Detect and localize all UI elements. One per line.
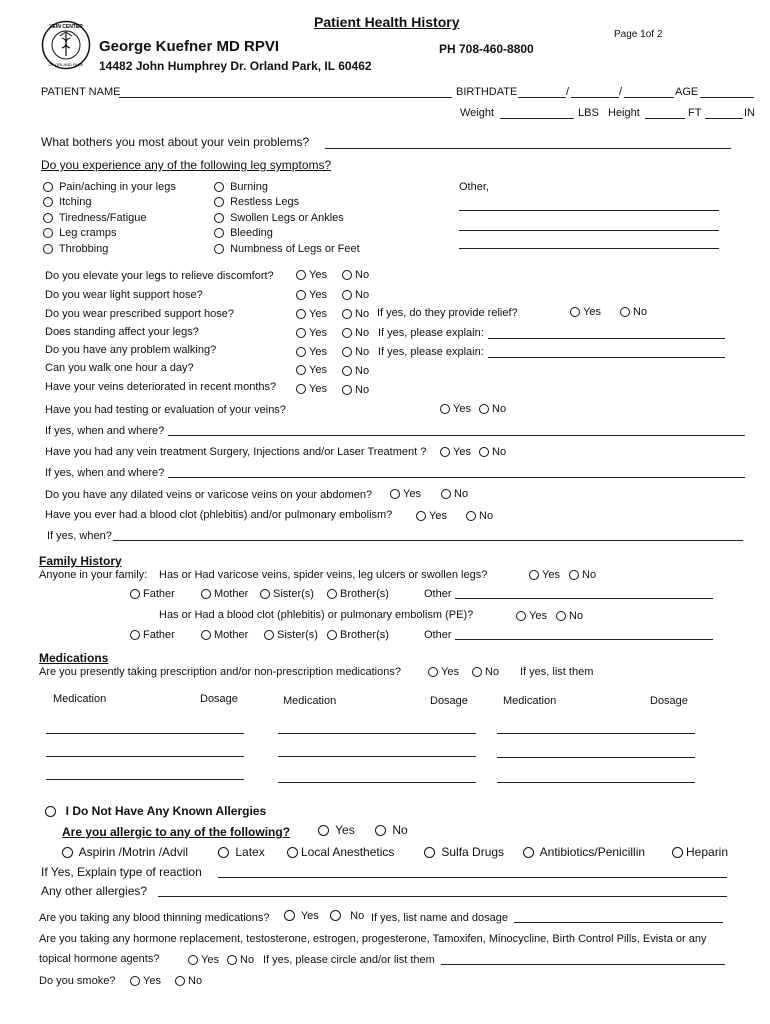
option-label: Itching xyxy=(59,196,92,208)
medication-field[interactable] xyxy=(278,756,476,757)
reaction-label: If Yes, Explain type of reaction xyxy=(41,865,202,879)
thinning-question: Are you taking any blood thinning medications? xyxy=(39,912,270,924)
radio-circle[interactable] xyxy=(43,244,53,254)
family-other-label: Other xyxy=(424,629,452,641)
option-label: Latex xyxy=(235,845,265,859)
weight-field[interactable] xyxy=(500,118,574,119)
option-label: Heparin xyxy=(686,845,729,859)
symptoms-other-field[interactable] xyxy=(459,230,719,231)
radio-circle[interactable] xyxy=(620,307,630,317)
radio-circle[interactable] xyxy=(472,667,482,677)
radio-circle[interactable] xyxy=(375,825,386,836)
relief-followup: If yes, do they provide relief? xyxy=(377,307,518,319)
standing-explain-label: If yes, please explain: xyxy=(378,327,484,339)
radio-circle[interactable] xyxy=(342,328,352,338)
walking-explain-label: If yes, please explain: xyxy=(378,346,484,358)
radio-circle[interactable] xyxy=(175,976,185,986)
symptom-option[interactable] xyxy=(214,227,273,239)
option-label: Yes xyxy=(309,346,327,358)
radio-circle[interactable] xyxy=(45,806,56,817)
hormone-followup-field[interactable] xyxy=(441,964,725,965)
radio-circle[interactable] xyxy=(296,309,306,319)
option-label: Mother xyxy=(214,588,249,600)
medication-field[interactable] xyxy=(497,733,695,734)
family-other-label: Other xyxy=(424,588,452,600)
dosage-column-header: Dosage xyxy=(200,693,238,705)
height-in-field[interactable] xyxy=(705,118,743,119)
symptom-option[interactable] xyxy=(43,243,108,255)
clot-when-label: If yes, when? xyxy=(47,530,112,542)
birthdate-label: BIRTHDATE xyxy=(456,86,518,98)
yes-option[interactable] xyxy=(284,910,319,922)
doctor-name: George Kuefner MD RPVI xyxy=(99,38,280,55)
option-label: Throbbing xyxy=(58,243,109,255)
brothers-option[interactable] xyxy=(327,588,389,600)
option-label: Tiredness/Fatigue xyxy=(58,212,147,224)
radio-circle[interactable] xyxy=(440,404,450,414)
radio-circle[interactable] xyxy=(342,290,352,300)
option-label: Yes xyxy=(309,327,327,339)
allergy-option-antibiotics[interactable] xyxy=(523,845,645,859)
form-title: Patient Health History xyxy=(314,14,460,30)
mother-option[interactable] xyxy=(201,588,248,600)
yes-option[interactable] xyxy=(428,666,459,678)
treatment-when-field[interactable] xyxy=(168,477,745,478)
no-option[interactable] xyxy=(342,289,369,301)
phone-number: PH 708-460-8800 xyxy=(439,42,534,56)
no-option[interactable] xyxy=(342,384,369,396)
radio-circle[interactable] xyxy=(327,589,337,599)
option-label: No xyxy=(582,569,597,581)
radio-circle[interactable] xyxy=(201,630,211,640)
yes-option[interactable] xyxy=(296,308,327,320)
radio-circle[interactable] xyxy=(43,182,53,192)
radio-circle[interactable] xyxy=(130,630,140,640)
yes-option[interactable] xyxy=(390,488,421,500)
medication-column-header: Medication xyxy=(283,695,337,707)
radio-circle[interactable] xyxy=(43,197,53,207)
radio-circle[interactable] xyxy=(327,630,337,640)
option-label: Yes xyxy=(309,383,327,395)
medications-question: Are you presently taking prescription and/or non-prescription medications? xyxy=(39,666,401,678)
no-option[interactable] xyxy=(342,308,369,320)
radio-circle[interactable] xyxy=(569,570,579,580)
radio-circle[interactable] xyxy=(416,511,426,521)
option-label: Leg cramps xyxy=(59,227,117,239)
no-option[interactable] xyxy=(569,569,596,581)
medication-column-header: Medication xyxy=(53,693,107,705)
option-label: No xyxy=(355,384,370,396)
radio-circle[interactable] xyxy=(296,328,306,338)
father-option[interactable] xyxy=(130,629,175,641)
radio-circle[interactable] xyxy=(130,589,140,599)
family-question-varicose: Has or Had varicose veins, spider veins, leg ulcers or swollen legs? xyxy=(159,569,488,581)
radio-circle[interactable] xyxy=(570,307,580,317)
option-label: Yes xyxy=(143,975,161,987)
allergy-question: Are you allergic to any of the following? xyxy=(62,825,291,839)
medication-field[interactable] xyxy=(46,733,244,734)
radio-circle[interactable] xyxy=(296,290,306,300)
option-label: No xyxy=(569,610,584,622)
option-label: Sulfa Drugs xyxy=(441,845,505,859)
treatment-when-label: If yes, when and where? xyxy=(45,467,165,479)
lbs-label: LBS xyxy=(578,107,599,119)
radio-circle[interactable] xyxy=(342,270,352,280)
question-standing: Does standing affect your legs? xyxy=(45,326,199,338)
no-option[interactable] xyxy=(620,306,647,318)
family-other-field[interactable] xyxy=(455,639,713,640)
yes-option[interactable] xyxy=(529,569,560,581)
yes-option[interactable] xyxy=(296,364,327,376)
option-label: Yes xyxy=(453,446,471,458)
no-option[interactable] xyxy=(479,403,506,415)
question-deteriorated: Have your veins deteriorated in recent months? xyxy=(45,381,277,393)
no-option[interactable] xyxy=(342,269,369,281)
radio-circle[interactable] xyxy=(390,489,400,499)
option-label: Yes xyxy=(309,269,327,281)
radio-circle[interactable] xyxy=(201,589,211,599)
option-label: Father xyxy=(143,588,175,600)
thinning-followup-label: If yes, list name and dosage xyxy=(371,912,508,924)
birth-day-field[interactable] xyxy=(571,97,619,98)
radio-circle[interactable] xyxy=(130,976,140,986)
question-testing: Have you had testing or evaluation of your veins? xyxy=(45,404,286,416)
allergy-option-aspirin[interactable] xyxy=(62,845,188,859)
option-label: No xyxy=(485,666,500,678)
radio-circle[interactable] xyxy=(214,197,224,207)
allergy-option-latex[interactable] xyxy=(218,845,265,859)
radio-circle[interactable] xyxy=(330,910,341,921)
height-ft-field[interactable] xyxy=(645,118,685,119)
option-label: Yes xyxy=(429,510,447,522)
symptom-option[interactable] xyxy=(43,181,176,193)
option-label: Yes xyxy=(529,610,547,622)
radio-circle[interactable] xyxy=(440,447,450,457)
symptoms-other-field[interactable] xyxy=(459,210,719,211)
allergy-option-anesthetics[interactable] xyxy=(287,845,394,859)
family-other-field[interactable] xyxy=(455,598,713,599)
testing-when-field[interactable] xyxy=(168,435,745,436)
radio-circle[interactable] xyxy=(296,270,306,280)
option-label: No xyxy=(492,446,507,458)
symptom-option[interactable] xyxy=(43,196,91,208)
option-label: Yes xyxy=(201,954,219,966)
symptom-option[interactable] xyxy=(43,212,147,224)
walking-explain-field[interactable] xyxy=(488,357,725,358)
no-option[interactable] xyxy=(556,610,583,622)
birth-month-field[interactable] xyxy=(518,97,566,98)
no-option[interactable] xyxy=(375,823,408,837)
radio-circle[interactable] xyxy=(318,825,329,836)
sisters-option[interactable] xyxy=(264,629,318,641)
question-elevate: Do you elevate your legs to relieve discomfort? xyxy=(45,270,274,282)
option-label: Yes xyxy=(309,364,327,376)
allergy-option-heparin[interactable] xyxy=(672,845,728,859)
option-label: Yes xyxy=(403,488,421,500)
no-option[interactable] xyxy=(479,446,506,458)
father-option[interactable] xyxy=(130,588,175,600)
hormone-question-cont: topical hormone agents? xyxy=(39,953,160,965)
question-blood-clot: Have you ever had a blood clot (phlebitis) and/or pulmonary embolism? xyxy=(45,509,393,521)
option-label: Yes xyxy=(542,569,560,581)
clot-when-field[interactable] xyxy=(113,540,743,541)
radio-circle[interactable] xyxy=(466,511,476,521)
birth-year-field[interactable] xyxy=(624,97,674,98)
option-label: Sister(s) xyxy=(277,629,318,641)
radio-circle[interactable] xyxy=(424,847,435,858)
radio-circle[interactable] xyxy=(62,847,73,858)
radio-circle[interactable] xyxy=(214,244,224,254)
option-label: Yes xyxy=(453,403,471,415)
question-walk-hour: Can you walk one hour a day? xyxy=(45,362,194,374)
no-option[interactable] xyxy=(472,666,499,678)
standing-explain-field[interactable] xyxy=(488,338,725,339)
option-label: Yes xyxy=(335,823,355,837)
option-label: Yes xyxy=(309,289,327,301)
yes-option[interactable] xyxy=(130,975,161,987)
option-label: Pain/aching in your legs xyxy=(59,181,176,193)
yes-option[interactable] xyxy=(570,306,601,318)
radio-circle[interactable] xyxy=(342,309,352,319)
no-option[interactable] xyxy=(330,910,364,922)
patient-name-label: PATIENT NAME xyxy=(41,86,121,98)
medications-list-label: If yes, list them xyxy=(520,666,594,678)
family-question-clot: Has or Had a blood clot (phlebitis) or pulmonary embolism (PE)? xyxy=(159,609,474,621)
option-label: No xyxy=(454,488,469,500)
radio-circle[interactable] xyxy=(441,489,451,499)
smoke-question: Do you smoke? xyxy=(39,975,116,987)
no-option[interactable] xyxy=(342,346,369,358)
option-label: Yes xyxy=(583,306,601,318)
ft-label: FT xyxy=(688,107,702,119)
brothers-option[interactable] xyxy=(327,629,389,641)
option-label: Yes xyxy=(441,666,459,678)
question-abdomen: Do you have any dilated veins or varicose veins on your abdomen? xyxy=(45,489,373,501)
no-option[interactable] xyxy=(342,327,369,339)
no-option[interactable] xyxy=(466,510,493,522)
yes-option[interactable] xyxy=(296,327,327,339)
page-number: Page 1of 2 xyxy=(614,29,663,40)
bothers-field[interactable] xyxy=(325,148,731,149)
option-label: No xyxy=(355,327,370,339)
question-light-hose: Do you wear light support hose? xyxy=(45,289,203,301)
family-intro: Anyone in your family: xyxy=(39,569,148,581)
medication-field[interactable] xyxy=(278,782,476,783)
medications-heading: Medications xyxy=(39,651,109,665)
option-label: Brother(s) xyxy=(340,588,389,600)
mother-option[interactable] xyxy=(201,629,248,641)
symptoms-other-label: Other, xyxy=(459,181,489,193)
option-label: No xyxy=(479,510,494,522)
yes-option[interactable] xyxy=(516,610,547,622)
radio-circle[interactable] xyxy=(218,847,229,858)
no-option[interactable] xyxy=(342,365,369,377)
option-label: Brother(s) xyxy=(340,629,389,641)
symptom-option[interactable] xyxy=(43,227,117,239)
option-label: No xyxy=(355,346,370,358)
allergy-option-sulfa[interactable] xyxy=(424,845,504,859)
option-label: Yes xyxy=(300,910,319,922)
radio-circle[interactable] xyxy=(672,847,683,858)
other-allergies-label: Any other allergies? xyxy=(41,884,148,898)
radio-circle[interactable] xyxy=(479,447,489,457)
logo-bottom-text: OF ORLAND PARK xyxy=(48,62,84,67)
radio-circle[interactable] xyxy=(43,228,53,238)
yes-option[interactable] xyxy=(416,510,447,522)
no-allergies-option[interactable] xyxy=(45,804,266,818)
no-option[interactable] xyxy=(441,488,468,500)
yes-option[interactable] xyxy=(296,346,327,358)
radio-circle[interactable] xyxy=(479,404,489,414)
yes-option[interactable] xyxy=(296,383,327,395)
radio-circle[interactable] xyxy=(296,365,306,375)
radio-circle[interactable] xyxy=(260,589,270,599)
radio-circle[interactable] xyxy=(428,667,438,677)
radio-circle[interactable] xyxy=(342,347,352,357)
option-label: No xyxy=(355,289,370,301)
yes-option[interactable] xyxy=(188,954,219,966)
medication-column-header: Medication xyxy=(503,695,557,707)
symptoms-question: Do you experience any of the following leg symptoms? xyxy=(41,158,332,172)
medication-field[interactable] xyxy=(46,756,244,757)
radio-circle[interactable] xyxy=(342,385,352,395)
question-walking: Do you have any problem walking? xyxy=(45,344,217,356)
option-label: Restless Legs xyxy=(230,196,300,208)
testing-when-label: If yes, when and where? xyxy=(45,425,165,437)
radio-circle[interactable] xyxy=(227,955,237,965)
symptom-option[interactable] xyxy=(214,212,344,224)
radio-circle[interactable] xyxy=(284,910,295,921)
option-label: No xyxy=(350,910,365,922)
radio-circle[interactable] xyxy=(287,847,298,858)
reaction-field[interactable] xyxy=(218,877,727,878)
option-label: Aspirin /Motrin /Advil xyxy=(78,845,189,859)
height-label: Height xyxy=(608,107,640,119)
address: 14482 John Humphrey Dr. Orland Park, IL 60462 xyxy=(99,59,372,73)
age-label: AGE xyxy=(675,86,699,98)
other-allergies-field[interactable] xyxy=(158,896,727,897)
radio-circle[interactable] xyxy=(296,347,306,357)
option-label: Swollen Legs or Ankles xyxy=(230,212,344,224)
age-field[interactable] xyxy=(700,97,754,98)
radio-circle[interactable] xyxy=(188,955,198,965)
option-label: No xyxy=(240,954,255,966)
radio-circle[interactable] xyxy=(529,570,539,580)
family-history-heading: Family History xyxy=(39,554,122,568)
radio-circle[interactable] xyxy=(342,366,352,376)
radio-circle[interactable] xyxy=(523,847,534,858)
hormone-followup-label: If yes, please circle and/or list them xyxy=(263,954,435,966)
option-label: No xyxy=(355,308,370,320)
symptom-option[interactable] xyxy=(214,181,268,193)
medication-field[interactable] xyxy=(497,782,695,783)
option-label: Numbness of Legs or Feet xyxy=(230,243,360,255)
radio-circle[interactable] xyxy=(264,630,274,640)
radio-circle[interactable] xyxy=(214,213,224,223)
option-label: Bleeding xyxy=(230,227,273,239)
option-label: No xyxy=(188,975,203,987)
option-label: Sister(s) xyxy=(273,588,314,600)
yes-option[interactable] xyxy=(440,446,471,458)
vein-center-logo xyxy=(41,20,91,70)
yes-option[interactable] xyxy=(440,403,471,415)
no-option[interactable] xyxy=(175,975,202,987)
question-prescribed-hose: Do you wear prescribed support hose? xyxy=(45,308,234,320)
option-label: No xyxy=(633,306,648,318)
option-label: No xyxy=(355,365,370,377)
option-label: Mother xyxy=(214,629,249,641)
option-label: No xyxy=(392,823,408,837)
symptom-option[interactable] xyxy=(214,243,360,255)
medication-field[interactable] xyxy=(46,779,244,780)
option-label: Yes xyxy=(309,308,327,320)
option-label: I Do Not Have Any Known Allergies xyxy=(65,804,267,818)
option-label: Father xyxy=(143,629,175,641)
medication-field[interactable] xyxy=(278,733,476,734)
option-label: No xyxy=(492,403,507,415)
radio-circle[interactable] xyxy=(556,611,566,621)
dosage-column-header: Dosage xyxy=(650,695,688,707)
bothers-question: What bothers you most about your vein problems? xyxy=(41,135,310,149)
hormone-question: Are you taking any hormone replacement, testosterone, estrogen, progesterone, Tamoxifen, Minocycline, Birth Control Pills, Evista or any xyxy=(39,933,707,945)
option-label: Burning xyxy=(230,181,268,193)
radio-circle[interactable] xyxy=(516,611,526,621)
dosage-column-header: Dosage xyxy=(430,695,468,707)
radio-circle[interactable] xyxy=(214,228,224,238)
yes-option[interactable] xyxy=(318,823,355,837)
logo-top-text: VEIN CENTER xyxy=(49,24,83,30)
symptom-option[interactable] xyxy=(214,196,299,208)
option-label: Local Anesthetics xyxy=(301,845,395,859)
weight-label: Weight xyxy=(460,107,495,119)
yes-option[interactable] xyxy=(296,269,327,281)
thinning-followup-field[interactable] xyxy=(514,922,723,923)
medication-field[interactable] xyxy=(497,757,695,758)
in-label: IN xyxy=(744,107,755,119)
question-treatment: Have you had any vein treatment Surgery, Injections and/or Laser Treatment ? xyxy=(45,446,427,458)
option-label: Antibiotics/Penicillin xyxy=(539,845,646,859)
symptoms-other-field[interactable] xyxy=(459,248,719,249)
sisters-option[interactable] xyxy=(260,588,314,600)
no-option[interactable] xyxy=(227,954,254,966)
yes-option[interactable] xyxy=(296,289,327,301)
patient-name-field[interactable] xyxy=(119,97,452,98)
radio-circle[interactable] xyxy=(214,182,224,192)
radio-circle[interactable] xyxy=(296,384,306,394)
radio-circle[interactable] xyxy=(43,213,53,223)
option-label: No xyxy=(355,269,370,281)
